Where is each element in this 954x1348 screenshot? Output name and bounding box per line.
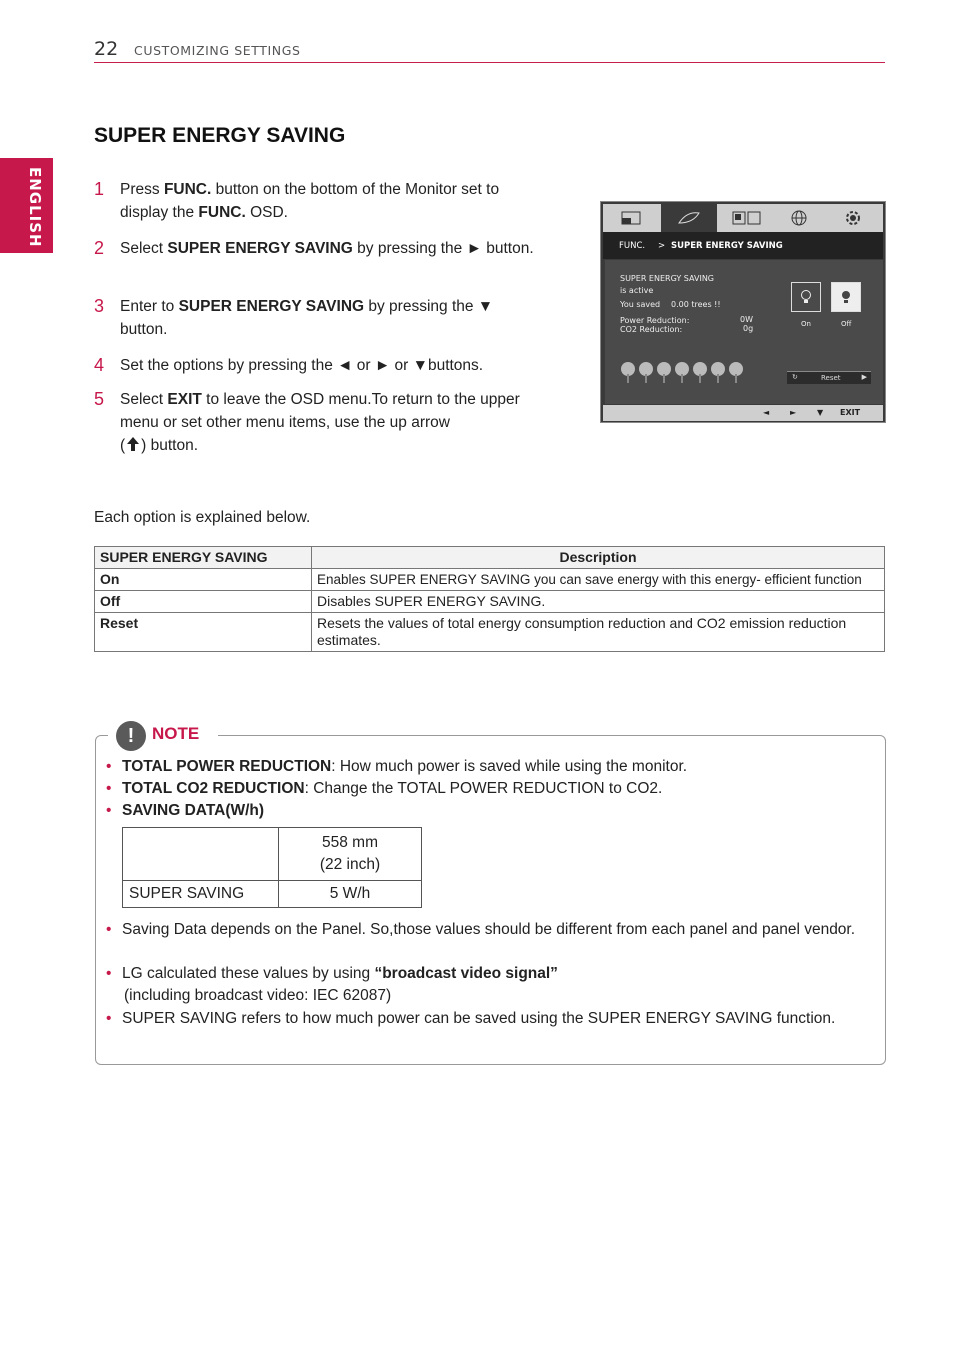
osd-power-value: 0W	[740, 315, 753, 324]
bullet-icon: •	[106, 802, 112, 819]
arrow-right-icon[interactable]: ►	[790, 408, 797, 417]
bullet-icon: •	[106, 758, 112, 775]
section-name: CUSTOMIZING SETTINGS	[134, 43, 301, 58]
bullet-icon: •	[106, 965, 112, 982]
tree-icon	[639, 362, 653, 382]
osd-breadcrumb	[603, 232, 883, 259]
option-description: Enables SUPER ENERGY SAVING you can save energy with this energy- efficient function	[312, 569, 885, 591]
option-description: Disables SUPER ENERGY SAVING.	[312, 591, 885, 613]
step-number: 4	[94, 355, 105, 375]
table-row	[95, 591, 885, 613]
step-number: 2	[94, 238, 105, 258]
gear-icon	[825, 204, 881, 232]
language-label: ENGLISH	[26, 167, 44, 248]
language-side-tab	[0, 158, 53, 253]
tree-icon	[693, 362, 707, 382]
osd-co2-label: CO2 Reduction:	[620, 325, 683, 334]
option-description: Resets the values of total energy consumption reduction and CO2 emission reduction estimates.	[312, 613, 885, 652]
arrow-down-icon[interactable]: ▼	[817, 408, 824, 417]
step-text: Enter to SUPER ENERGY SAVING by pressing the ▼ button.	[120, 298, 494, 338]
step-text: Select SUPER ENERGY SAVING by pressing the ► button.	[120, 240, 534, 257]
osd-tab-bar	[603, 204, 883, 232]
row-label: SUPER SAVING	[123, 881, 279, 908]
step-text: Select EXIT to leave the OSD menu.To return to the upper menu or set other menu items, use the up arrow ( ) button.	[120, 391, 520, 454]
osd-off-button[interactable]	[831, 282, 861, 312]
osd-nav-bar	[603, 405, 883, 421]
bullet-icon: •	[106, 921, 112, 938]
osd-saved-value: 0.00 trees !!	[671, 300, 721, 309]
options-table	[94, 546, 885, 652]
table-row	[95, 613, 885, 652]
empty-cell	[123, 828, 279, 881]
osd-co2-value: 0g	[743, 324, 754, 333]
up-arrow-icon	[125, 436, 141, 452]
pip-icon	[719, 204, 775, 232]
arrow-left-icon[interactable]: ◄	[763, 408, 770, 417]
saving-data-table	[122, 827, 422, 908]
osd-path-func: FUNC.	[619, 241, 646, 251]
arrow-right-icon: ▶	[861, 373, 867, 381]
osd-power-label: Power Reduction:	[620, 316, 690, 325]
tree-icon	[621, 362, 635, 382]
tree-icon	[657, 362, 671, 382]
bulb-off-icon	[839, 289, 853, 305]
explanation-text: Each option is explained below.	[94, 509, 311, 526]
leaf-icon	[661, 204, 717, 232]
bulb-icon	[799, 289, 813, 305]
step-number: 5	[94, 389, 105, 409]
osd-path-separator: >	[658, 241, 666, 251]
row-value: 5 W/h	[279, 881, 422, 908]
osd-screenshot	[600, 201, 886, 423]
tree-icon	[729, 362, 743, 382]
page-number: 22	[94, 38, 119, 60]
tree-icon	[675, 362, 689, 382]
osd-reset-button[interactable]	[787, 371, 871, 384]
osd-on-label: On	[801, 320, 811, 328]
reset-icon: ↻	[792, 373, 798, 381]
note-label: NOTE	[152, 724, 200, 743]
option-name: Reset	[95, 613, 312, 652]
osd-on-button[interactable]	[791, 282, 821, 312]
osd-panel	[605, 260, 883, 404]
step-number: 3	[94, 296, 105, 316]
exclamation-icon: !	[116, 721, 146, 751]
note-heading	[108, 718, 218, 752]
header-rule	[94, 62, 885, 63]
osd-path-item: SUPER ENERGY SAVING	[671, 241, 783, 251]
option-name: On	[95, 569, 312, 591]
bullet-icon: •	[106, 1010, 112, 1027]
table-row	[95, 569, 885, 591]
osd-saved-label: You saved	[620, 300, 661, 309]
osd-status-active: is active	[620, 286, 654, 295]
bullet-icon: •	[106, 780, 112, 797]
table-header-row	[95, 547, 885, 569]
osd-reset-label: Reset	[821, 374, 841, 382]
osd-status-title: SUPER ENERGY SAVING	[620, 274, 714, 283]
step-text: Press FUNC. button on the bottom of the Monitor set to display the FUNC. OSD.	[120, 181, 500, 221]
tree-icon	[711, 362, 725, 382]
table-row	[123, 881, 422, 908]
table-header: Description	[312, 547, 885, 569]
picture-icon	[603, 204, 659, 232]
panel-size-cell: 558 mm (22 inch)	[279, 828, 422, 881]
step-text: Set the options by pressing the ◄ or ► or ▼buttons.	[120, 357, 484, 374]
globe-icon	[771, 204, 827, 232]
step-number: 1	[94, 179, 105, 199]
osd-off-label: Off	[841, 320, 852, 328]
table-row	[123, 828, 422, 881]
page-title: SUPER ENERGY SAVING	[94, 124, 346, 147]
option-name: Off	[95, 591, 312, 613]
table-header: SUPER ENERGY SAVING	[95, 547, 312, 569]
osd-exit-button[interactable]: EXIT	[840, 408, 861, 417]
